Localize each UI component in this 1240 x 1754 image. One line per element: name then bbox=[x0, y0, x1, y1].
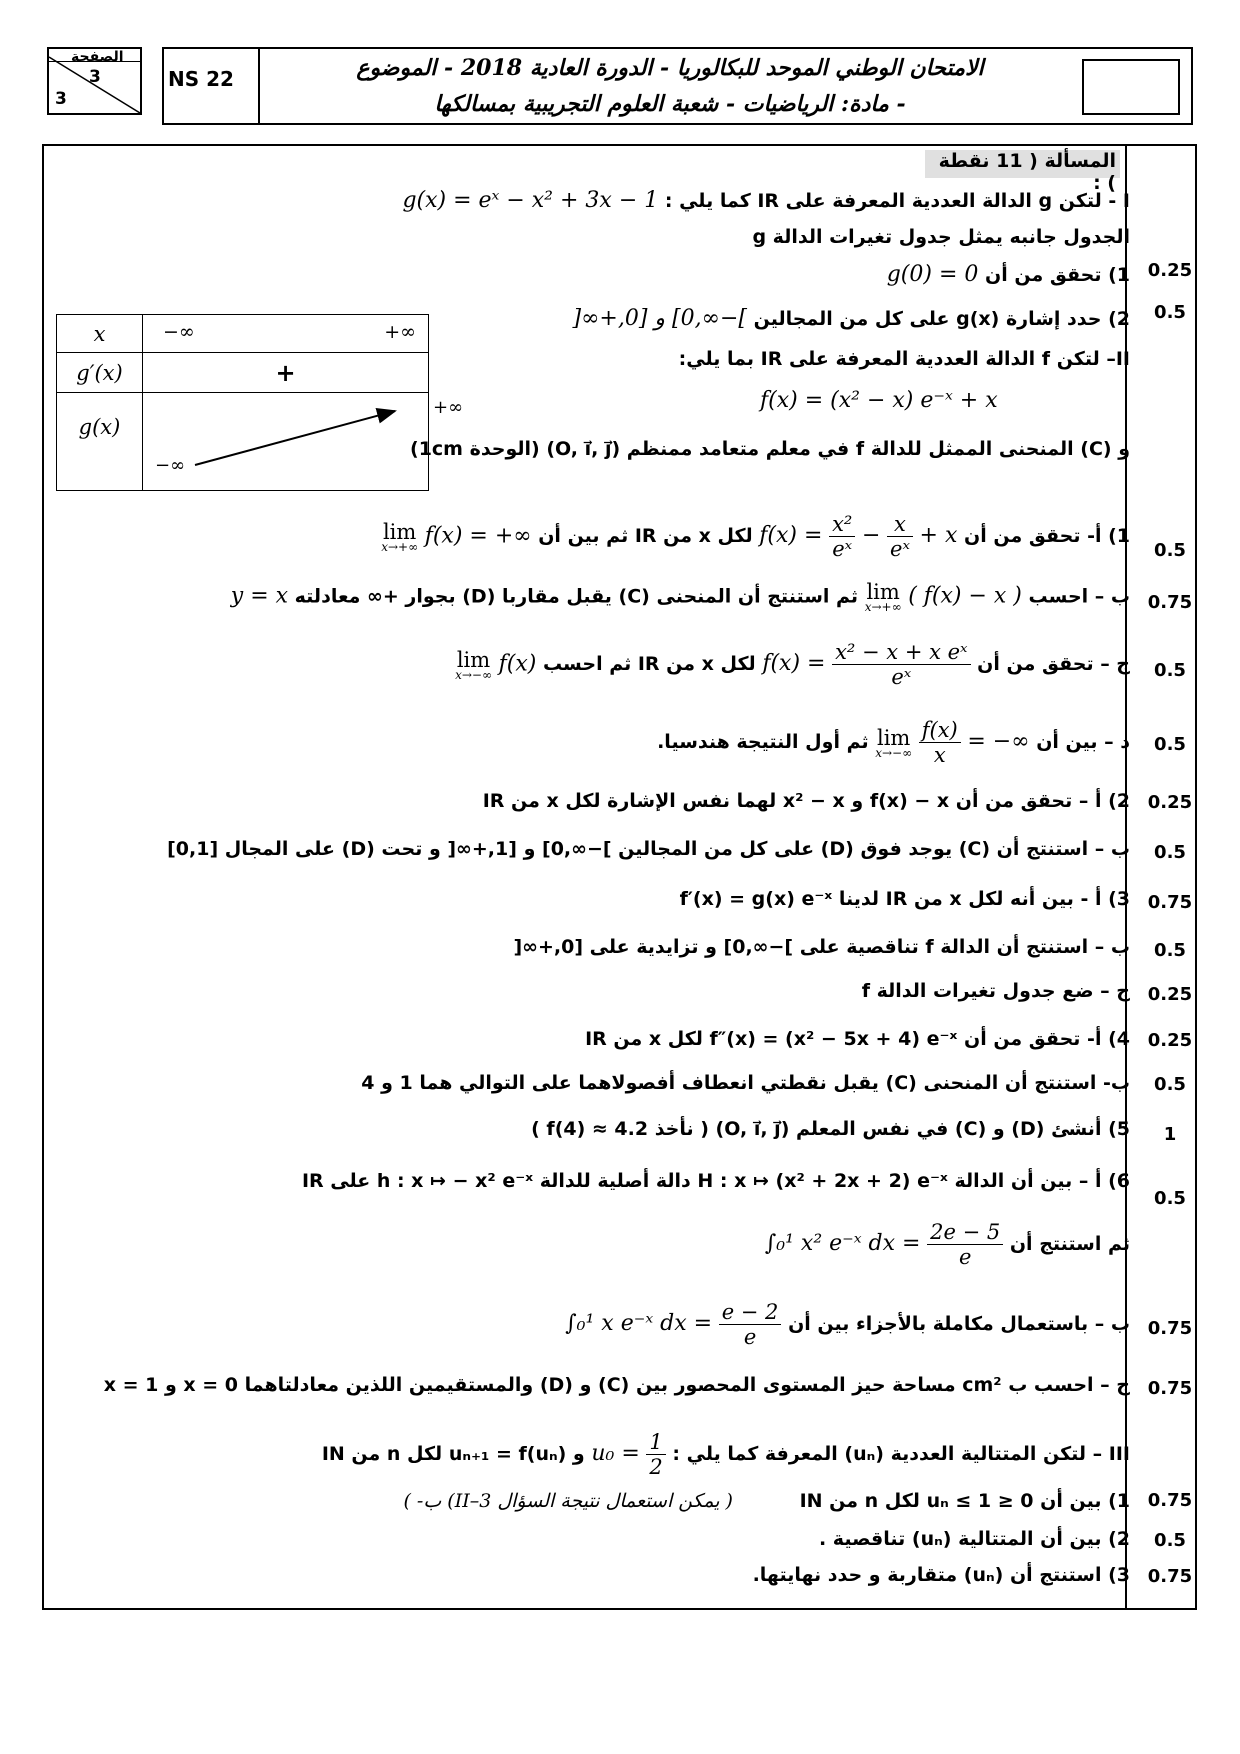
ii1a-f: f(x) = bbox=[759, 523, 823, 548]
question-ii-2a: 2) أ – تحقق من أن f(x) − x و x² − x لهما نفس الإشارة لكل x من IR bbox=[482, 790, 1130, 812]
points-q-ii-3a: 0.75 bbox=[1147, 892, 1193, 913]
question-ii-3a: 3) أ - بين أنه لكل x من IR لدينا f′(x) = g(x) e⁻ˣ bbox=[679, 888, 1130, 910]
question-iii-3: 3) استنتج أن (uₙ) متقاربة و حدد نهايتها. bbox=[752, 1564, 1130, 1586]
points-q-iii-3: 0.75 bbox=[1147, 1566, 1193, 1587]
question-ii-5: 5) أنشئ (D) و (C) في نفس المعلم (O, i⃗, j⃗) ( نأخذ f(4) ≈ 4.2 ) bbox=[531, 1118, 1130, 1140]
ii1a-text2: لكل x من IR ثم بين أن bbox=[538, 525, 753, 547]
ii6b-integral bbox=[565, 1300, 781, 1349]
iii1-hint: ( يمكن استعمال نتيجة السؤال II–3) ب- ) bbox=[403, 1490, 733, 1512]
part-iii-definition bbox=[45, 1430, 1130, 1479]
frac-den: x bbox=[933, 743, 946, 767]
recurrence: و uₙ₊₁ = f(uₙ) لكل n من IN bbox=[321, 1443, 585, 1465]
frac-den: e bbox=[958, 1245, 972, 1269]
ii1a-limit: lim x→+∞ f(x) = +∞ bbox=[381, 519, 532, 554]
points-q-ii-6b: 0.75 bbox=[1147, 1318, 1193, 1339]
part-ii-line2: و (C) المنحنى الممثل للدالة f في معلم متعامد ممنظم (O, i⃗, j⃗) (الوحدة 1cm) bbox=[410, 438, 1130, 460]
vt-x-left: −∞ bbox=[163, 321, 195, 343]
ii1c-f: f(x) = bbox=[762, 651, 826, 676]
frac-num: 1 bbox=[646, 1430, 665, 1455]
question-ii-1b bbox=[45, 580, 1130, 614]
exam-code-box bbox=[162, 47, 260, 125]
ii1b-text2: ثم استنتج أن المنحنى (C) يقبل مقاربا (D) بجوار +∞ معادلته bbox=[294, 585, 859, 608]
question-ii-1d bbox=[45, 718, 1130, 767]
points-q-ii-3b: 0.5 bbox=[1154, 940, 1186, 961]
f-definition: f(x) = (x² − x) e⁻ˣ + x bbox=[760, 388, 998, 413]
points-q-ii-1c: 0.5 bbox=[1154, 660, 1186, 681]
points-q-ii-1d: 0.5 bbox=[1154, 734, 1186, 755]
frac-den: e bbox=[743, 1325, 757, 1349]
vt-x-label: x bbox=[57, 315, 143, 353]
ii1c-text1: ج – تحقق من أن bbox=[977, 653, 1130, 675]
points-q-ii-5: 1 bbox=[1163, 1124, 1177, 1145]
ii1d-text1: د – بين أن bbox=[1036, 731, 1130, 753]
question-i-1 bbox=[45, 262, 1130, 287]
ii1d-text2: ثم أول النتيجة هندسيا. bbox=[657, 731, 869, 753]
problem-heading: المسألة ( 11 نقطة ) : bbox=[925, 150, 1120, 178]
part-iii-text: III – لتكن المتتالية العددية (uₙ) المعرفة كما يلي : bbox=[672, 1443, 1130, 1465]
frac-den: 2 bbox=[649, 1455, 663, 1479]
frac2-den: eˣ bbox=[890, 537, 910, 561]
page-num: 3 bbox=[89, 67, 101, 87]
lim-expr: f(x) bbox=[498, 651, 537, 676]
question-ii-6b bbox=[45, 1300, 1130, 1349]
exam-title-line1: الامتحان الوطني الموحد للبكالوريا - الدورة العادية 2018 - الموضوع bbox=[356, 55, 984, 81]
question-ii-4b: ب- استنتج أن المنحنى (C) يقبل نقطتي انعطاف أفصولاهما على التوالي هما 1 و 4 bbox=[361, 1072, 1130, 1094]
ii1b-text1: ب – احسب bbox=[1028, 585, 1130, 608]
frac1-den: eˣ bbox=[832, 537, 853, 561]
lim-sub: x→+∞ bbox=[381, 539, 419, 554]
frac-num: 2e − 5 bbox=[927, 1220, 1003, 1245]
ii1c-text2: لكل x من IR ثم احسب bbox=[542, 653, 756, 675]
part-i-text: I - لتكن g الدالة العددية المعرفة على IR كما يلي : bbox=[664, 190, 1130, 212]
asymptote-eq: y = x bbox=[230, 583, 289, 609]
frac-den: eˣ bbox=[891, 665, 912, 689]
points-q-ii-4a: 0.25 bbox=[1147, 1030, 1193, 1051]
question-ii-6a: 6) أ – بين أن الدالة H : x ↦ (x² + 2x + 2) e⁻ˣ دالة أصلية للدالة h : x ↦ − x² e⁻ˣ على IR bbox=[301, 1170, 1130, 1192]
ii1d-limit: lim x→−∞ $\frac{f(x)}{x}$ = −∞ bbox=[875, 718, 1030, 767]
exam-title-box bbox=[258, 47, 1193, 125]
question-iii-2: 2) بين أن المتتالية (uₙ) تناقصية . bbox=[818, 1528, 1130, 1550]
q1-text: 1) تحقق من أن bbox=[985, 264, 1130, 286]
points-q-ii-6a: 0.5 bbox=[1154, 1188, 1186, 1209]
points-q-ii-3c: 0.25 bbox=[1147, 984, 1193, 1005]
part-i-line1 bbox=[45, 188, 1130, 213]
vt-x-row bbox=[143, 315, 429, 353]
question-iii-1 bbox=[45, 1490, 1130, 1512]
ii1c-limit: lim x→−∞ f(x) bbox=[455, 647, 537, 682]
vt-g-label: g(x) bbox=[57, 393, 143, 491]
ii1a-frac2 bbox=[887, 512, 913, 561]
ii1a-formula: f(x) = $\frac{\text{x²}}{\text{eˣ}}$ − $\frac{x}{\text{eˣ}}$ + x bbox=[759, 512, 958, 561]
ii1b-limit: lim x→+∞ ( f(x) − x ) bbox=[864, 580, 1022, 614]
points-q-iii-1: 0.75 bbox=[1147, 1490, 1193, 1511]
points-q-i-1: 0.25 bbox=[1147, 260, 1193, 281]
points-q-ii-4b: 0.5 bbox=[1154, 1074, 1186, 1095]
points-q-iii-2: 0.5 bbox=[1154, 1530, 1186, 1551]
exam-title-line2: - مادة: الرياضيات - شعبة العلوم التجريبية بمسالكها bbox=[434, 91, 906, 117]
lim-sub: x→−∞ bbox=[875, 745, 913, 760]
integral-expr: ∫₀¹ x e⁻ˣ dx = bbox=[565, 1311, 713, 1336]
lim-expr: ( f(x) − x ) bbox=[908, 583, 1022, 609]
lim-sub: x→+∞ bbox=[864, 600, 902, 614]
frac2-num: x bbox=[887, 512, 913, 537]
vt-gp-label: g′(x) bbox=[57, 353, 143, 393]
question-ii-3b: ب – استنتج أن الدالة f تناقصية على ]−∞,0] و تزايدية على [0,+∞[ bbox=[513, 936, 1130, 958]
u0-label: u₀ = bbox=[591, 1441, 640, 1466]
question-ii-2b: ب – استنتج أن (C) يوجد فوق (D) على كل من المجالين ]−∞,0] و [1,+∞[ و تحت (D) على المجال [0,1] bbox=[167, 838, 1130, 860]
question-ii-4a: 4) أ- تحقق من أن f″(x) = (x² − 5x + 4) e⁻ˣ لكل x من IR bbox=[585, 1028, 1130, 1050]
points-q-ii-1a: 0.5 bbox=[1154, 540, 1186, 561]
ii1a-text1: 1) أ- تحقق من أن bbox=[964, 525, 1130, 547]
iii1-text: 1) بين أن 0 ≤ uₙ ≤ 1 لكل n من IN bbox=[799, 1490, 1130, 1512]
candidate-box bbox=[1082, 59, 1180, 115]
ii1a-tail: + x bbox=[919, 523, 958, 548]
ii6b-text: ب – باستعمال مكاملة بالأجزاء بين أن bbox=[788, 1313, 1130, 1335]
points-q-ii-1b: 0.75 bbox=[1147, 592, 1193, 613]
integral-expr: ∫₀¹ x² e⁻ˣ dx = bbox=[764, 1231, 921, 1256]
vt-x-right: +∞ bbox=[384, 321, 416, 343]
q2-text: 2) حدد إشارة g(x) على كل من المجالين bbox=[753, 308, 1130, 330]
exam-code: NS 22 bbox=[168, 67, 234, 91]
question-ii-6a-then bbox=[45, 1220, 1130, 1269]
frac-num: x² − x + x eˣ bbox=[832, 640, 970, 665]
ii1a-frac1 bbox=[829, 512, 855, 561]
lim-eq: = −∞ bbox=[967, 729, 1030, 754]
page-label: الصفحة bbox=[71, 49, 124, 65]
page-total: 3 bbox=[55, 89, 67, 109]
ii6a-then: ثم استنتج أن bbox=[1009, 1233, 1130, 1255]
q2-intervals: ]−∞,0] و [0,+∞[ bbox=[572, 306, 747, 331]
ii6a-integral bbox=[765, 1220, 1003, 1269]
q1-formula: g(0) = 0 bbox=[886, 262, 979, 287]
page-number-box bbox=[47, 47, 142, 115]
variation-table bbox=[56, 314, 464, 491]
points-q-i-2: 0.5 bbox=[1154, 302, 1186, 323]
divider bbox=[49, 61, 140, 62]
question-ii-6c: ج – احسب ب cm² مساحة حيز المستوى المحصور بين (C) و (D) والمستقيمين اللذين معادلتاهما x = 0 و x = 1 bbox=[103, 1374, 1130, 1396]
points-q-ii-2a: 0.25 bbox=[1147, 792, 1193, 813]
frac-num: f(x) bbox=[919, 718, 961, 743]
frac1-num: x² bbox=[829, 512, 855, 537]
part-i-line2: الجدول جانبه يمثل جدول تغيرات الدالة g bbox=[752, 226, 1130, 248]
points-q-ii-6c: 0.75 bbox=[1147, 1378, 1193, 1399]
u0-definition bbox=[591, 1430, 665, 1479]
g-definition: g(x) = eˣ − x² + 3x − 1 bbox=[402, 188, 659, 213]
part-ii-line1: II– لتكن f الدالة العددية المعرفة على IR بما يلي: bbox=[678, 348, 1130, 370]
frac-num: e − 2 bbox=[719, 1300, 782, 1325]
ii1c-formula bbox=[762, 640, 970, 689]
points-q-ii-2b: 0.5 bbox=[1154, 842, 1186, 863]
question-ii-1a bbox=[45, 512, 1130, 561]
vt-gp-sign: + bbox=[143, 353, 429, 393]
vt-g-high: +∞ bbox=[433, 397, 464, 418]
vt-g-low: −∞ bbox=[155, 455, 186, 476]
lim-expr: f(x) = +∞ bbox=[424, 523, 532, 548]
lim-sub: x→−∞ bbox=[455, 667, 492, 682]
question-ii-1c bbox=[45, 640, 1130, 689]
question-ii-3c: ج – ضع جدول تغيرات الدالة f bbox=[861, 980, 1130, 1002]
